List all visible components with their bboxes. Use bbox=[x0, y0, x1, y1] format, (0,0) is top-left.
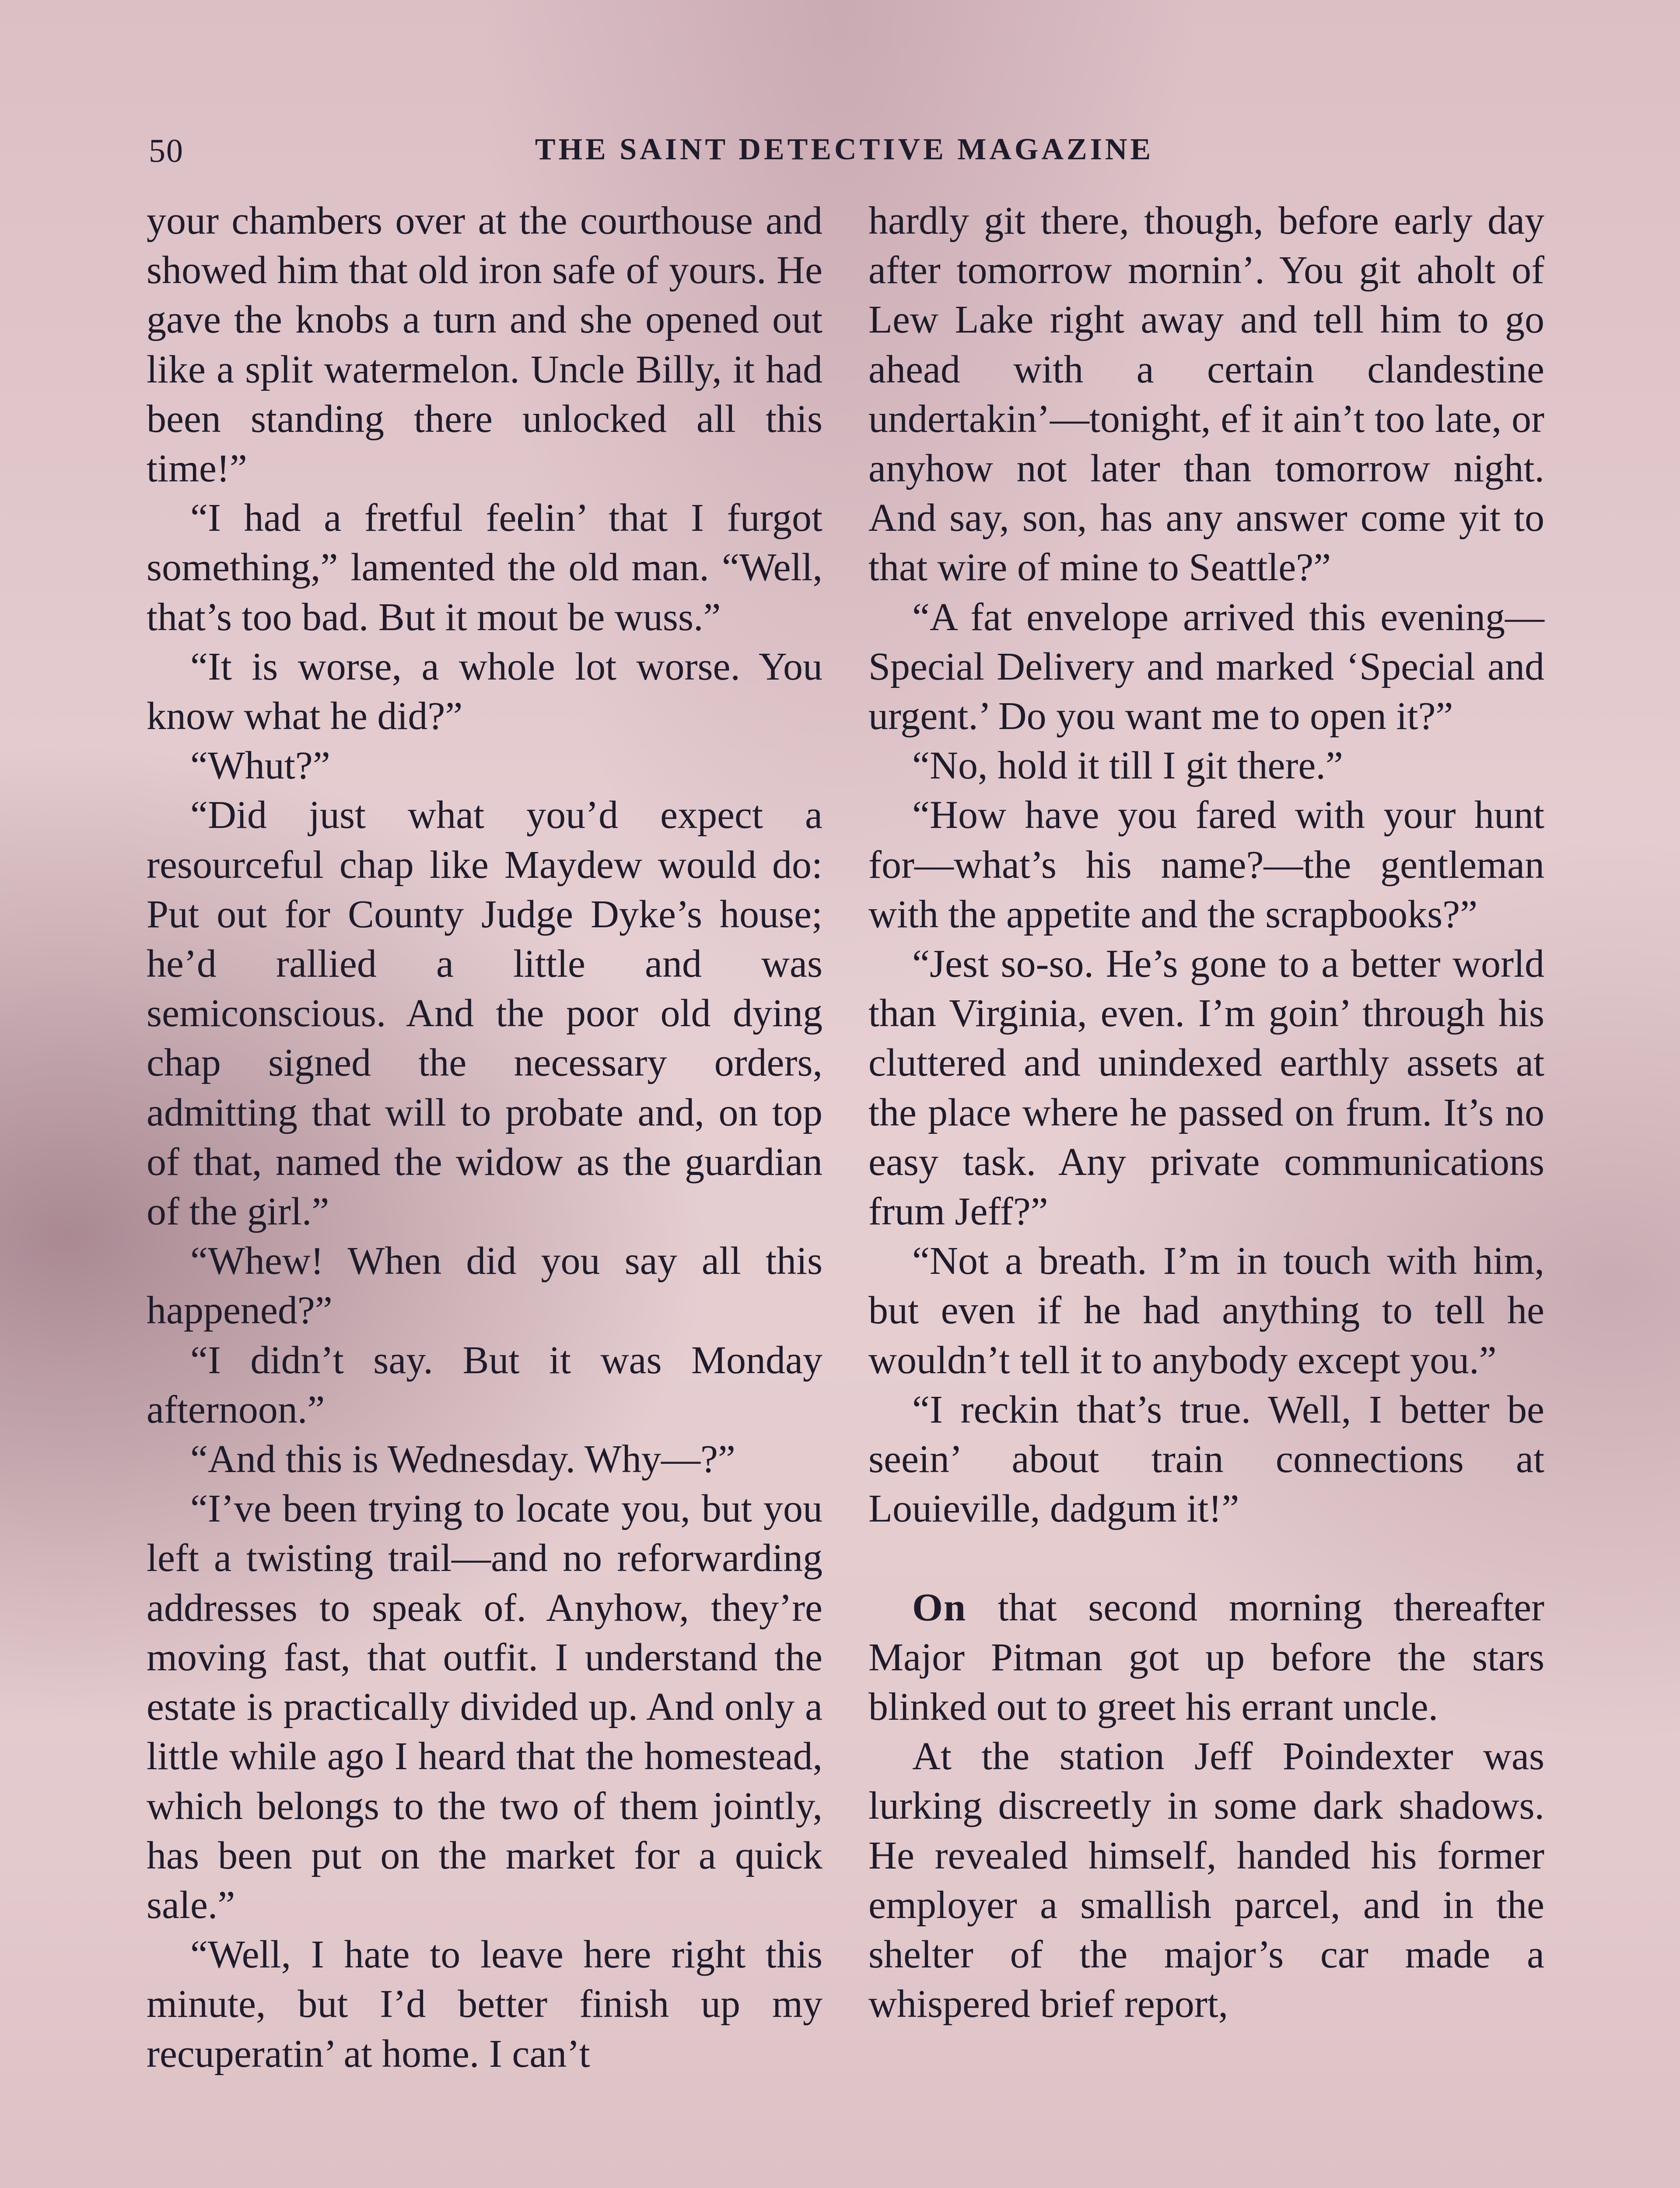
left-column bbox=[147, 196, 822, 2188]
paragraph: “Whut?” bbox=[190, 744, 330, 788]
paragraph: your chambers over at the courthouse and showed him that old iron safe of yours. He gave the knobs a turn and she opened out like a split watermelon. Uncle Billy, it had been standing there unlocked all this time!” bbox=[147, 199, 822, 491]
paragraph: “And this is Wednesday. Why—?” bbox=[190, 1438, 735, 1481]
paragraph: “I’ve been trying to locate you, but you left a twisting trail—and no reforwarding addresses to speak of. Anyhow, they’re moving fast, that outfit. I understand the estate is practically divided up. And only a little while ago I heard that the homestead, which belongs to the two of them jointly, has been put on the market for a quick sale.” bbox=[147, 1487, 822, 1927]
section-opening-paragraph bbox=[868, 1583, 1544, 1732]
paragraph: “A fat envelope arrived this evening—Special Delivery and marked ‘Special and urgent.’ Do you want me to open it?” bbox=[868, 595, 1544, 738]
paragraph: “Well, I hate to leave here right this minute, but I’d better finish up my recuperatin’ at home. I can’t bbox=[147, 1933, 822, 2076]
paragraph: hardly git there, though, before early day after tomorrow mornin’. You git aholt of Lew Lake right away and tell him to go ahead with a certain clandestine undertakin’—tonight, ef it ain’t too late, or anyhow not later than tomorrow night. And say, son, has any answer come yit to that wire of mine to Seattle?” bbox=[868, 199, 1544, 589]
paragraph: “Whew! When did you say all this happened?” bbox=[147, 1239, 822, 1332]
paragraph: At the station Jeff Poindexter was lurking discreetly in some dark shadows. He revealed himself, handed his former employer a smallish parcel, and in the shelter of the major’s car made a whispered brief report, bbox=[868, 1735, 1544, 2026]
paragraph: “It is worse, a whole lot worse. You know what he did?” bbox=[147, 645, 822, 738]
paragraph: “I reckin that’s true. Well, I better be seein’ about train connections at Louieville, dadgum it!” bbox=[868, 1388, 1544, 1531]
paragraph: “I didn’t say. But it was Monday afternoon.” bbox=[147, 1338, 822, 1431]
page-number: 50 bbox=[149, 133, 184, 169]
paragraph: “I had a fretful feelin’ that I furgot something,” lamented the old man. “Well, that’s too bad. But it mout be wuss.” bbox=[147, 496, 822, 639]
paragraph: “How have you fared with your hunt for—what’s his name?—the gentleman with the appetite and the scrapbooks?” bbox=[868, 793, 1544, 936]
section-lead-text: that second morning thereafter Major Pitman got up before the stars blinked out to greet his errant uncle. bbox=[868, 1586, 1544, 1729]
page-header bbox=[149, 128, 1540, 180]
running-title: THE SAINT DETECTIVE MAGAZINE bbox=[535, 133, 1154, 166]
paragraph: “Jest so-so. He’s gone to a better world than Virginia, even. I’m goin’ through his cluttered and unindexed earthly assets at the place where he passed on frum. It’s no easy task. Any private communications frum Jeff?” bbox=[868, 942, 1544, 1234]
right-column bbox=[868, 196, 1544, 2188]
paragraph: “No, hold it till I git there.” bbox=[912, 744, 1343, 788]
section-lead-word: On bbox=[912, 1586, 967, 1630]
paragraph: “Did just what you’d expect a resourceful chap like Maydew would do: Put out for County Judge Dyke’s house; he’d rallied a little and was semiconscious. And the poor old dying chap signed the necessary orders, admitting that will to probate and, on top of that, named the widow as the guardian of the girl.” bbox=[147, 793, 822, 1234]
paragraph: “Not a breath. I’m in touch with him, but even if he had anything to tell he wouldn’t tell it to anybody except you.” bbox=[868, 1239, 1544, 1382]
